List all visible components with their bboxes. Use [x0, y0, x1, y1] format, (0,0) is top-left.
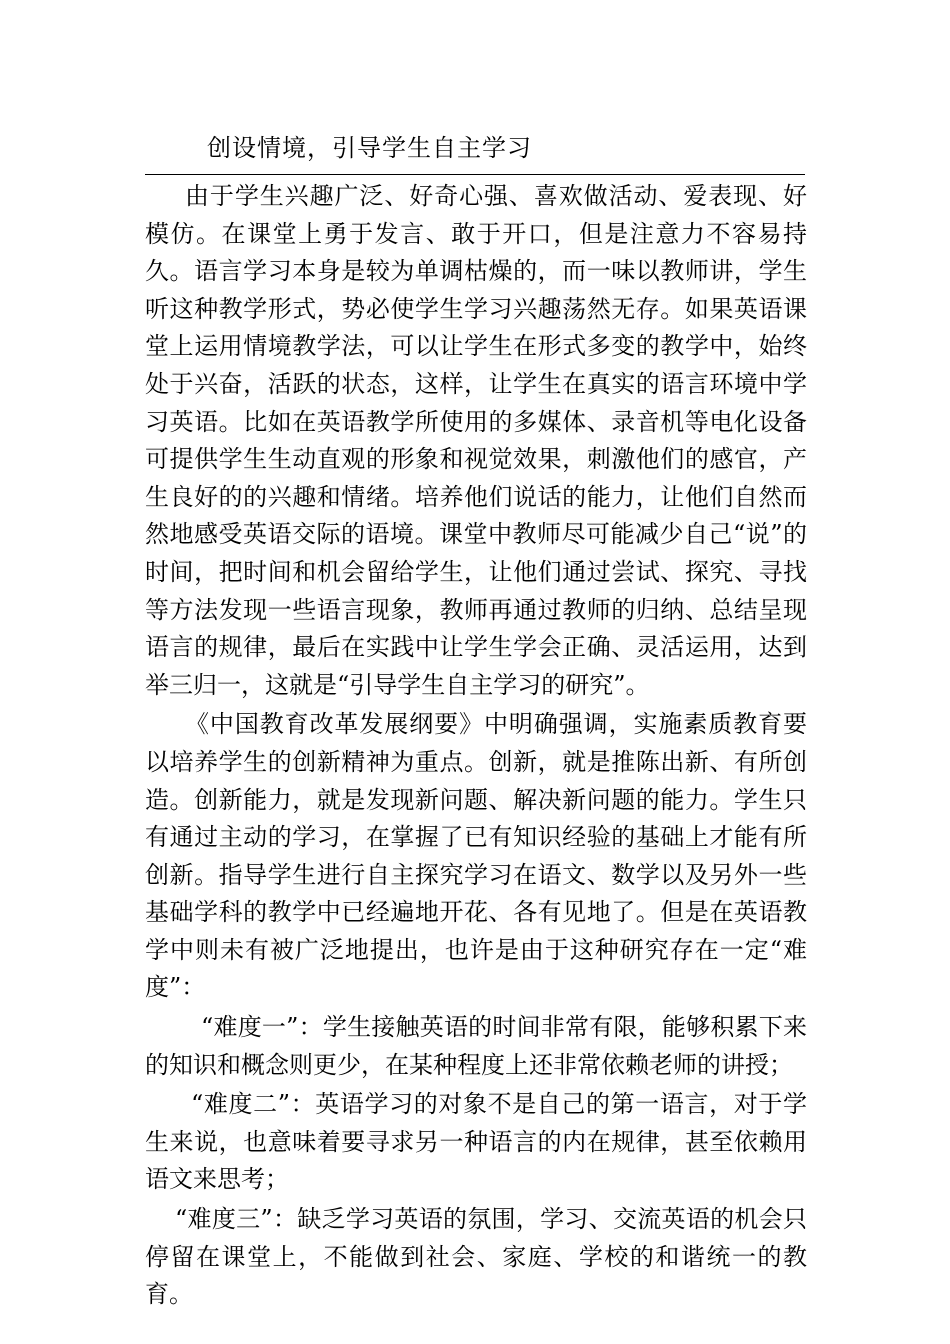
document-body — [145, 178, 807, 1314]
document-title: 创设情境，引导学生自主学习 — [207, 134, 532, 162]
paragraph-difficulty-two: “难度二”：英语学习的对象不是自己的第一语言，对于学生来说，也意味着要寻求另一种语言的内在规律，甚至依赖用语文来思考； — [145, 1090, 807, 1194]
paragraph-difficulty-three: “难度三”：缺乏学习英语的氛围，学习、交流英语的机会只停留在课堂上，不能做到社会、家庭、学校的和谐统一的教育。 — [145, 1205, 807, 1309]
paragraph-situational-teaching: 由于学生兴趣广泛、好奇心强、喜欢做活动、爱表现、好模仿。在课堂上勇于发言、敢于开口，但是注意力不容易持久。语言学习本身是较为单调枯燥的，而一味以教师讲，学生听这种教学形式，势必使学生学习兴趣荡然无存。如果英语课堂上运用情境教学法，可以让学生在形式多变的教学中，始终处于兴奋，活跃的状态，这样，让学生在真实的语言环境中学习英语。比如在英语教学所使用的多媒体、录音机等电化设备可提供学生生动直观的形象和视觉效果，刺激他们的感官，产生良好的的兴趣和情绪。培养他们说话的能力，让他们自然而然地感受英语交际的语境。课堂中教师尽可能减少自己“说”的时间，把时间和机会留给学生，让他们通过尝试、探究、寻找等方法发现一些语言现象，教师再通过教师的归纳、总结呈现语言的规律，最后在实践中让学生学会正确、灵活运用，达到举三归一，这就是“引导学生自主学习的研究”。 — [145, 182, 807, 699]
paragraph-education-reform: 《中国教育改革发展纲要》中明确强调，实施素质教育要以培养学生的创新精神为重点。创新，就是推陈出新、有所创造。创新能力，就是发现新问题、解决新问题的能力。学生只有通过主动的学习，在掌握了已有知识经验的基础上才能有所创新。指导学生进行自主探究学习在语文、数学以及另外一些基础学科的教学中已经遍地开花、各有见地了。但是在英语教学中则未有被广泛地提出，也许是由于这种研究存在一定“难度”： — [145, 710, 807, 1002]
paragraph-difficulty-one: “难度一”：学生接触英语的时间非常有限，能够积累下来的知识和概念则更少，在某种程度上还非常依赖老师的讲授； — [145, 1013, 807, 1079]
title-divider — [145, 174, 805, 175]
